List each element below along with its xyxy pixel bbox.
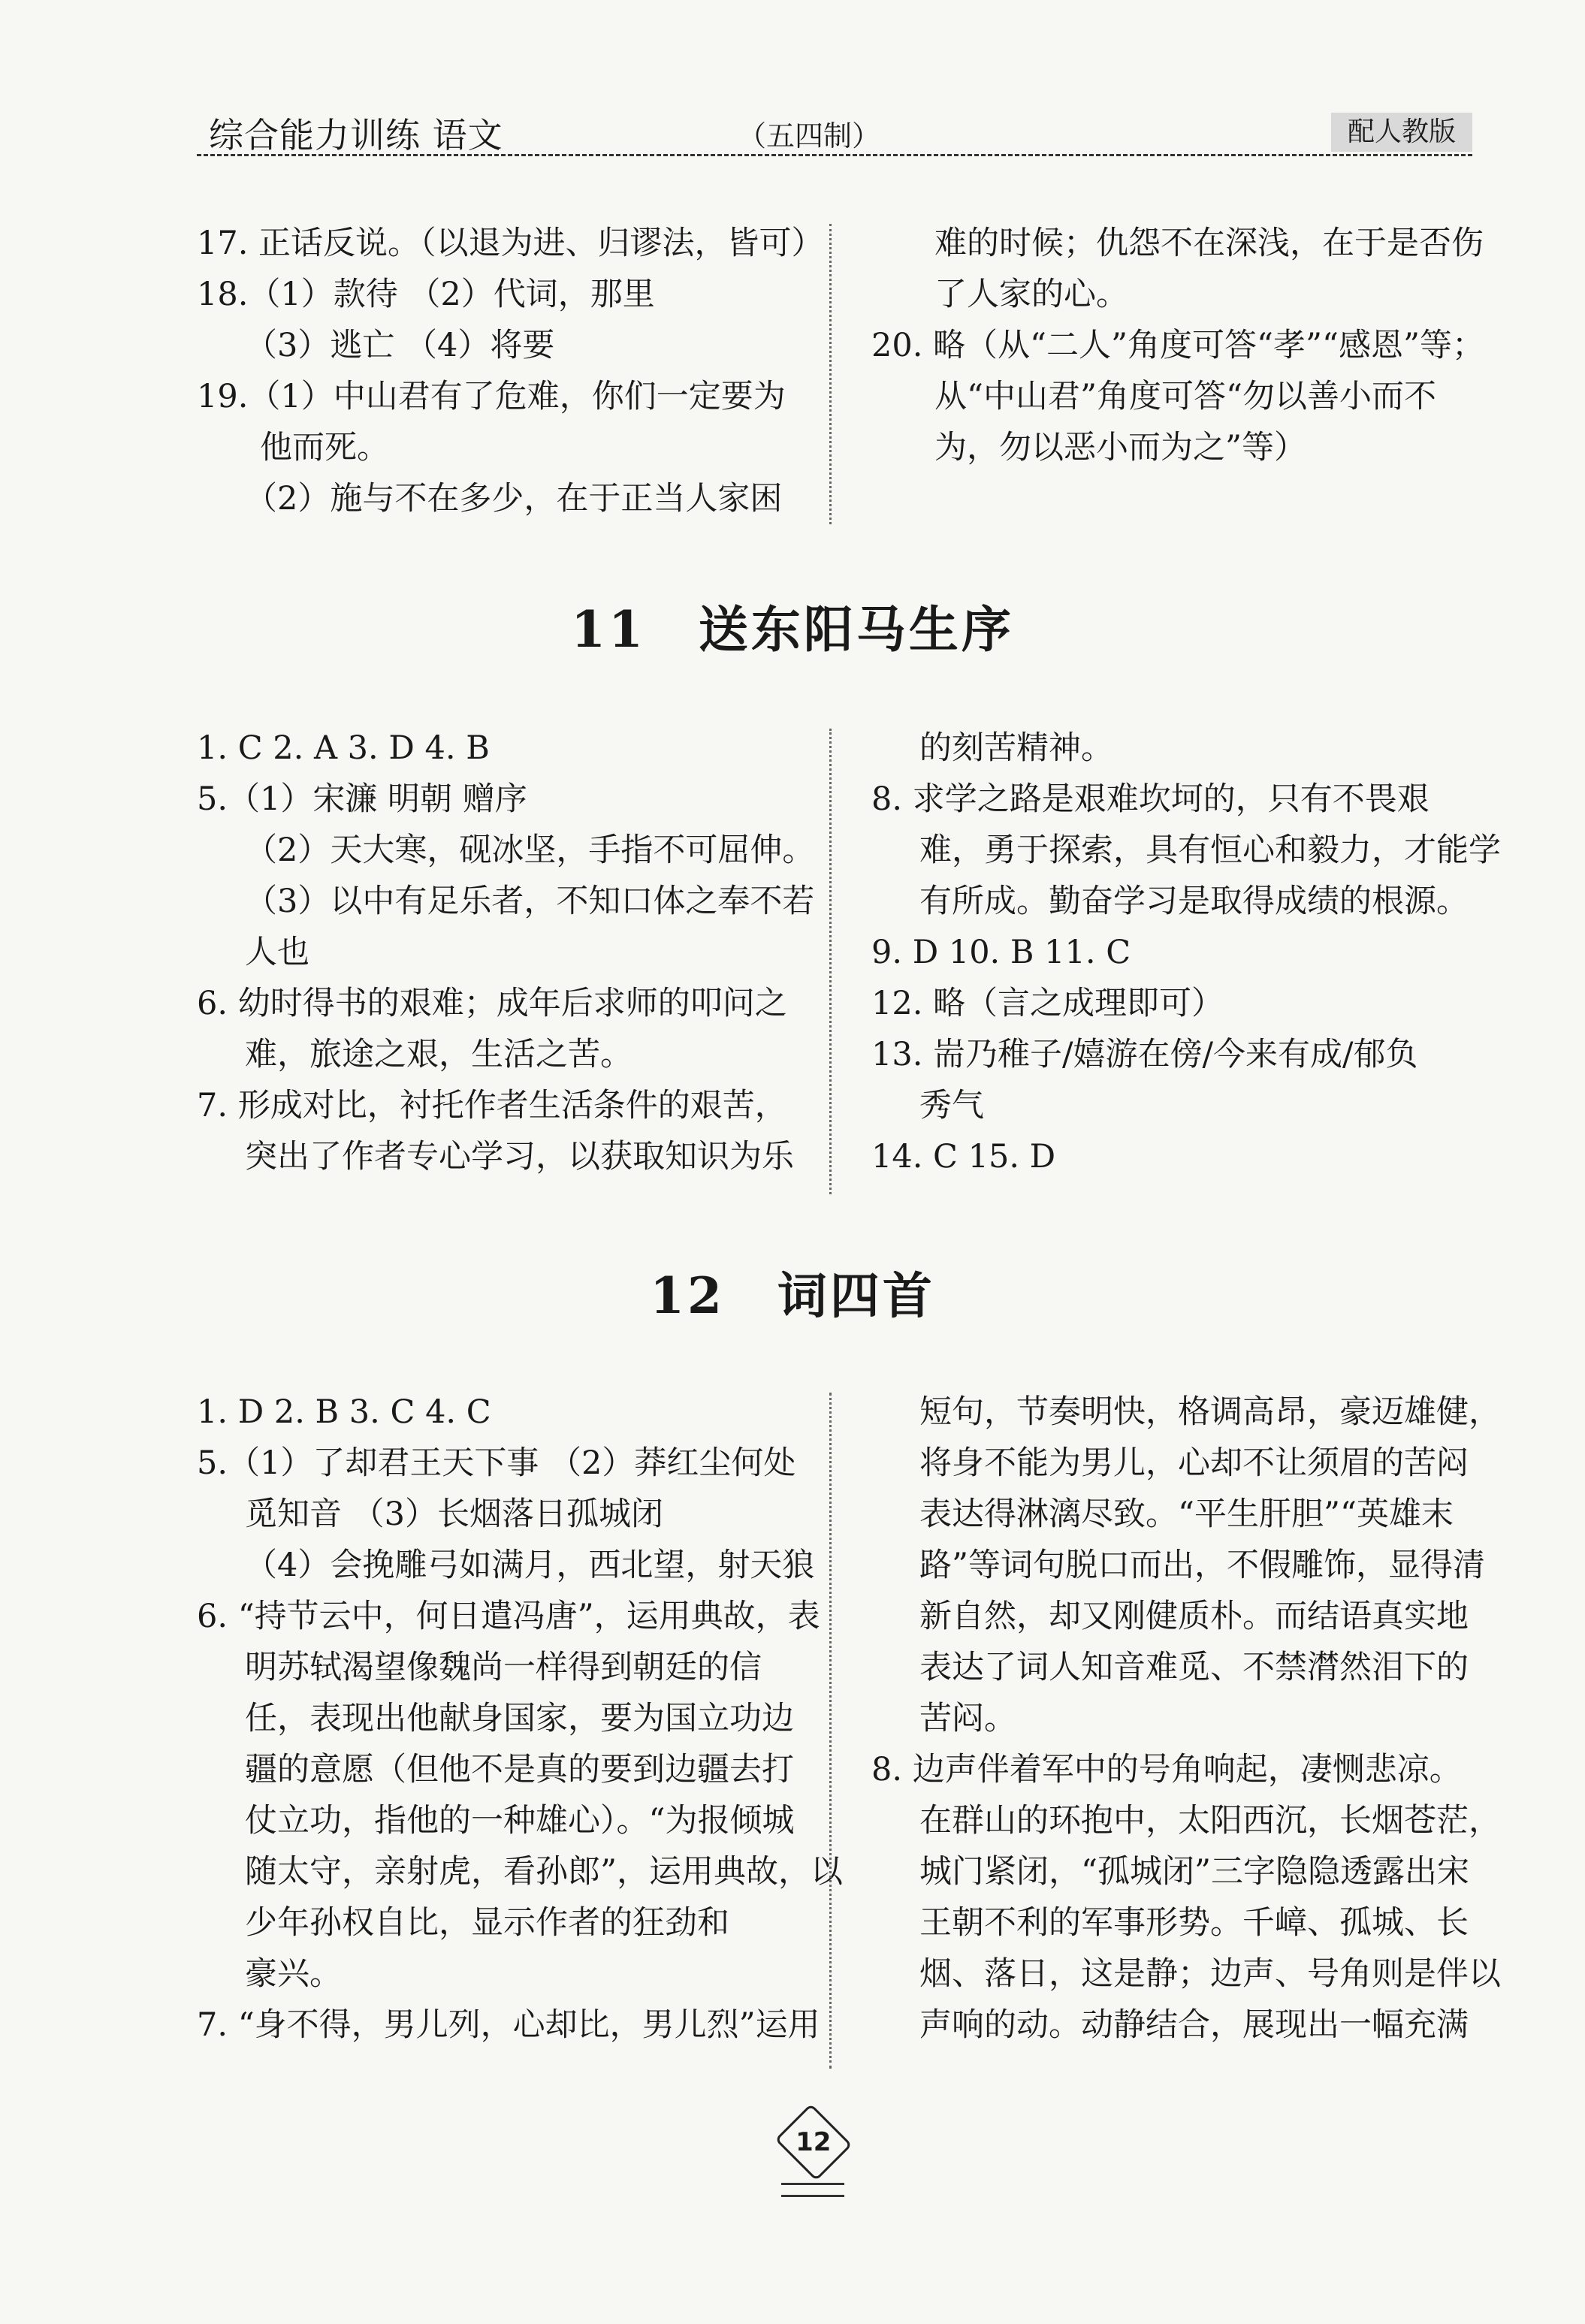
answer-line: 为，勿以恶小而为之”等） (934, 429, 1306, 466)
answer-line: 8. 边声伴着军中的号角响起，凄恻悲凉。 (871, 1751, 1462, 1788)
answer-line: 在群山的环抱中，太阳西沉，长烟苍茫， (919, 1802, 1501, 1840)
answer-line: 8. 求学之路是艰难坎坷的，只有不畏艰 (871, 780, 1430, 818)
answer-line: 任，表现出他献身国家，要为国立功边 (245, 1700, 794, 1737)
answer-line: 表达得淋漓尽致。“平生肝胆”“英雄末 (919, 1496, 1454, 1533)
answer-line: 将身不能为男儿，心却不让须眉的苦闷 (919, 1444, 1469, 1482)
column-divider (829, 729, 832, 1194)
left-column (197, 218, 824, 524)
page-header (197, 102, 1472, 156)
answer-line: （2）天大寒，砚冰坚，手指不可屈伸。 (245, 832, 815, 869)
section-11-answers (197, 723, 1501, 1203)
answer-line: 12. 略（言之成理即可） (871, 985, 1224, 1022)
answer-line: 14. C 15. D (871, 1138, 1056, 1176)
answer-line: 19.（1）中山君有了危难，你们一定要为 (197, 378, 786, 415)
section-title: 词四首 (777, 1266, 935, 1325)
answer-line: 王朝不利的军事形势。千嶂、孤城、长 (919, 1904, 1469, 1942)
answer-line: 路”等词句脱口而出，不假雕饰，显得清 (919, 1547, 1485, 1584)
section-12-answers (197, 1387, 1501, 2078)
answer-line: 城门紧闭，“孤城闭”三字隐隐透露出宋 (919, 1853, 1469, 1891)
book-edition: （五四制） (738, 119, 881, 152)
right-column (871, 723, 1501, 1182)
section-title: 送东阳马生序 (698, 600, 1014, 659)
answer-line: 明苏轼渴望像魏尚一样得到朝廷的信 (245, 1649, 762, 1686)
section-11-heading (0, 590, 1585, 661)
answer-line: 疆的意愿（但他不是真的要到边疆去打 (245, 1751, 794, 1788)
answer-line: 17. 正话反说。（以退为进、归谬法，皆可） (197, 225, 824, 262)
section-12-heading (0, 1256, 1585, 1327)
section-number: 12 (650, 1266, 725, 1325)
answer-line: 有所成。勤奋学习是取得成绩的根源。 (919, 883, 1469, 920)
right-column (871, 218, 1484, 473)
answer-line: 13. 耑乃稚子/嬉游在傍/今来有成/郁负 (871, 1036, 1418, 1073)
answer-line: 人也 (245, 934, 309, 971)
footer-chevron-line (781, 2195, 844, 2197)
page-number-badge (774, 2103, 852, 2181)
answer-line: 5.（1）宋濂 明朝 赠序 (197, 780, 527, 818)
left-column (197, 723, 815, 1182)
section-10-answers (197, 218, 1484, 533)
answer-line: 7. “身不得，男儿列，心却比，男儿烈”运用 (197, 2006, 820, 2044)
answer-line: （3）逃亡 （4）将要 (245, 327, 555, 364)
column-divider (829, 1393, 832, 2069)
answer-line: 了人家的心。 (934, 276, 1128, 313)
answer-line: （3）以中有足乐者，不知口体之奉不若 (245, 883, 815, 920)
answer-line: 新自然，却又刚健质朴。而结语真实地 (919, 1598, 1469, 1635)
answer-line: 1. C 2. A 3. D 4. B (197, 729, 490, 767)
answer-line: 9. D 10. B 11. C (871, 934, 1131, 971)
answer-line: 5.（1）了却君王天下事 （2）莽红尘何处 (197, 1444, 796, 1482)
publisher-badge: 配人教版 (1331, 113, 1472, 152)
answer-line: 难，旅途之艰，生活之苦。 (245, 1036, 632, 1073)
answer-line: 烟、落日，这是静；边声、号角则是伴以 (919, 1955, 1501, 1993)
answer-line: 他而死。 (260, 429, 389, 466)
left-column (197, 1387, 843, 2051)
answer-line: 声响的动。动静结合，展现出一幅充满 (919, 2006, 1469, 2044)
answer-line: 苦闷。 (919, 1700, 1016, 1737)
answer-line: 从“中山君”角度可答“勿以善小而不 (934, 378, 1436, 415)
section-number: 11 (571, 600, 646, 659)
answer-line: 少年孙权自比，显示作者的狂劲和 (245, 1904, 729, 1942)
answer-line: 突出了作者专心学习，以获取知识为乐 (245, 1138, 794, 1176)
answer-line: 短句，节奏明快，格调高昂，豪迈雄健， (919, 1393, 1501, 1431)
answer-line: 仗立功，指他的一种雄心）。“为报倾城 (245, 1802, 795, 1840)
column-divider (829, 224, 832, 524)
header-rule (197, 154, 1472, 156)
answer-line: 秀气 (919, 1087, 984, 1124)
footer-chevron-line (781, 2183, 844, 2185)
answer-line: （2）施与不在多少，在于正当人家困 (245, 480, 783, 518)
right-column (871, 1387, 1501, 2051)
answer-line: 18.（1）款待 （2）代词，那里 (197, 276, 655, 313)
answer-line: 20. 略（从“二人”角度可答“孝”“感恩”等； (871, 327, 1484, 364)
answer-line: 的刻苦精神。 (919, 729, 1113, 767)
answer-line: 觅知音 （3）长烟落日孤城闭 (245, 1496, 664, 1533)
answer-line: （4）会挽雕弓如满月，西北望，射天狼 (245, 1547, 815, 1584)
answer-line: 表达了词人知音难觅、不禁潸然泪下的 (919, 1649, 1469, 1686)
answer-line: 难，勇于探索，具有恒心和毅力，才能学 (919, 832, 1501, 869)
answer-line: 6. “持节云中，何日遣冯唐”，运用典故，表 (197, 1598, 820, 1635)
answer-line: 1. D 2. B 3. C 4. C (197, 1393, 491, 1431)
page-number: 12 (796, 2126, 832, 2157)
answer-line: 难的时候；仇怨不在深浅，在于是否伤 (934, 225, 1484, 262)
answer-line: 豪兴。 (245, 1955, 342, 1993)
book-title: 综合能力训练 语文 (209, 115, 503, 155)
answer-line: 随太守，亲射虎，看孙郎”，运用典故，以 (245, 1853, 843, 1891)
answer-line: 6. 幼时得书的艰难；成年后求师的叩问之 (197, 985, 787, 1022)
answer-line: 7. 形成对比，衬托作者生活条件的艰苦， (197, 1087, 787, 1124)
